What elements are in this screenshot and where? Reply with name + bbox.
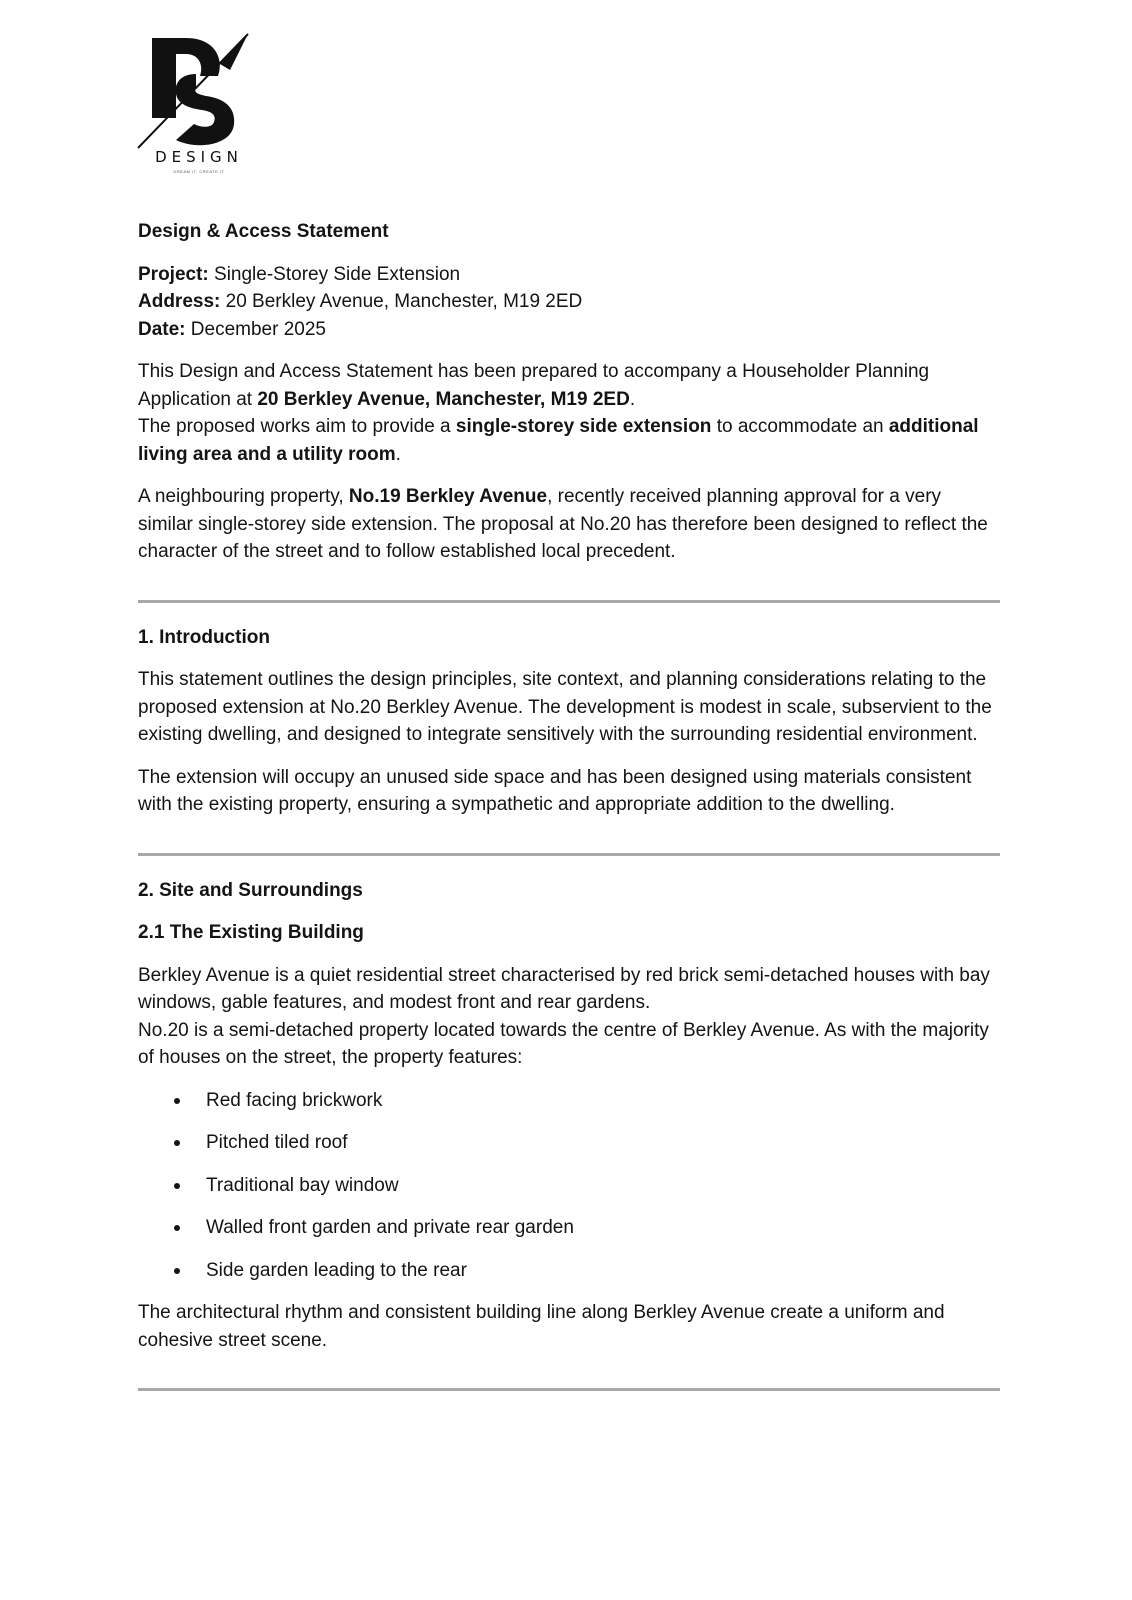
bullet-icon: [174, 1225, 180, 1231]
section-divider: [138, 1388, 1000, 1391]
logo-wordmark: DESIGN: [155, 148, 243, 166]
section-divider: [138, 600, 1000, 603]
features-list: [138, 1087, 1000, 1285]
meta-address: [138, 288, 1000, 316]
section-2-paragraph-1: [138, 962, 1000, 1072]
bullet-icon: [174, 1268, 180, 1274]
intro-paragraph-1: [138, 358, 1000, 468]
project-meta: [138, 261, 1000, 344]
meta-date-label: Date:: [138, 318, 186, 340]
bullet-icon: [174, 1140, 180, 1146]
section-2-heading: 2. Site and Surroundings: [138, 879, 363, 901]
intro-text-d: The proposed works aim to provide a: [138, 416, 456, 437]
company-logo: [136, 30, 256, 180]
section-1-paragraph-1: This statement outlines the design principles, site context, and planning considerations relating to the proposed extension at No.20 Berkley Avenue. The development is modest in scale, subservient to the existing dwelling, and designed to integrate sensitively with the surrounding residential environment.: [138, 669, 992, 745]
meta-project: [138, 261, 1000, 289]
section-2-1-subheading: 2.1 The Existing Building: [138, 922, 364, 943]
section-1-heading: 1. Introduction: [138, 626, 270, 648]
meta-project-label: Project:: [138, 263, 209, 285]
meta-project-value: Single-Storey Side Extension: [208, 263, 461, 285]
meta-address-value: 20 Berkley Avenue, Manchester, M19 2ED: [220, 291, 583, 312]
logo-mark-icon: [136, 30, 256, 150]
bullet-icon: [174, 1183, 180, 1189]
section-2-p2: No.20 is a semi-detached property located towards the centre of Berkley Avenue. As with the majority of houses on the street, the property features:: [138, 1019, 989, 1068]
meta-date-value: December 2025: [185, 318, 326, 340]
intro2-neighbour-bold: No.19 Berkley Avenue: [348, 486, 548, 507]
section-2-paragraph-3: The architectural rhythm and consistent building line along Berkley Avenue create a uniform and cohesive street scene.: [138, 1302, 945, 1351]
intro2-text-c: , recently received planning approval for a very similar single-storey side extension. The proposal at No.20 has therefore been designed to reflect the character of the street and to follow established local precedent.: [138, 486, 988, 562]
list-item: [138, 1129, 1000, 1157]
document-body: [138, 218, 1000, 1391]
section-1-paragraph-2: The extension will occupy an unused side space and has been designed using materials consistent with the existing property, ensuring a sympathetic and appropriate addition to the dwelling.: [138, 766, 972, 815]
intro-extension-bold: single-storey side extension: [455, 416, 712, 437]
intro-line-1: [138, 358, 1000, 413]
list-item: [138, 1214, 1000, 1242]
section-2-p1: Berkley Avenue is a quiet residential street characterised by red brick semi-detached houses with bay windows, gable features, and modest front and rear gardens.: [138, 964, 990, 1013]
intro-text-h: .: [395, 443, 401, 465]
intro-paragraph-2: [138, 483, 1000, 566]
intro2-text-a: A neighbouring property,: [138, 486, 349, 507]
feature-text: Walled front garden and private rear garden: [206, 1217, 574, 1238]
intro-text-f: to accommodate an: [711, 416, 889, 437]
section-divider: [138, 853, 1000, 856]
intro-text-c: .: [629, 388, 636, 410]
intro-address-bold: 20 Berkley Avenue, Manchester, M19 2ED: [257, 388, 630, 410]
feature-text: Traditional bay window: [206, 1174, 399, 1196]
list-item: [138, 1257, 1000, 1285]
intro-living-bold: additional living area and a utility room: [138, 416, 979, 465]
meta-date: [138, 316, 1000, 344]
feature-text: Red facing brickwork: [206, 1089, 383, 1111]
list-item: [138, 1172, 1000, 1200]
intro-line-2: [138, 413, 1000, 468]
feature-text: Pitched tiled roof: [206, 1132, 348, 1153]
list-item: [138, 1087, 1000, 1115]
bullet-icon: [174, 1098, 180, 1104]
intro-text-a: This Design and Access Statement has been prepared to accompany a Householder Planning Application at: [138, 361, 930, 410]
feature-text: Side garden leading to the rear: [206, 1259, 467, 1281]
document-title: Design & Access Statement: [138, 221, 389, 242]
meta-address-label: Address:: [138, 291, 221, 312]
logo-tagline: DREAM IT, CREATE IT: [173, 169, 225, 174]
